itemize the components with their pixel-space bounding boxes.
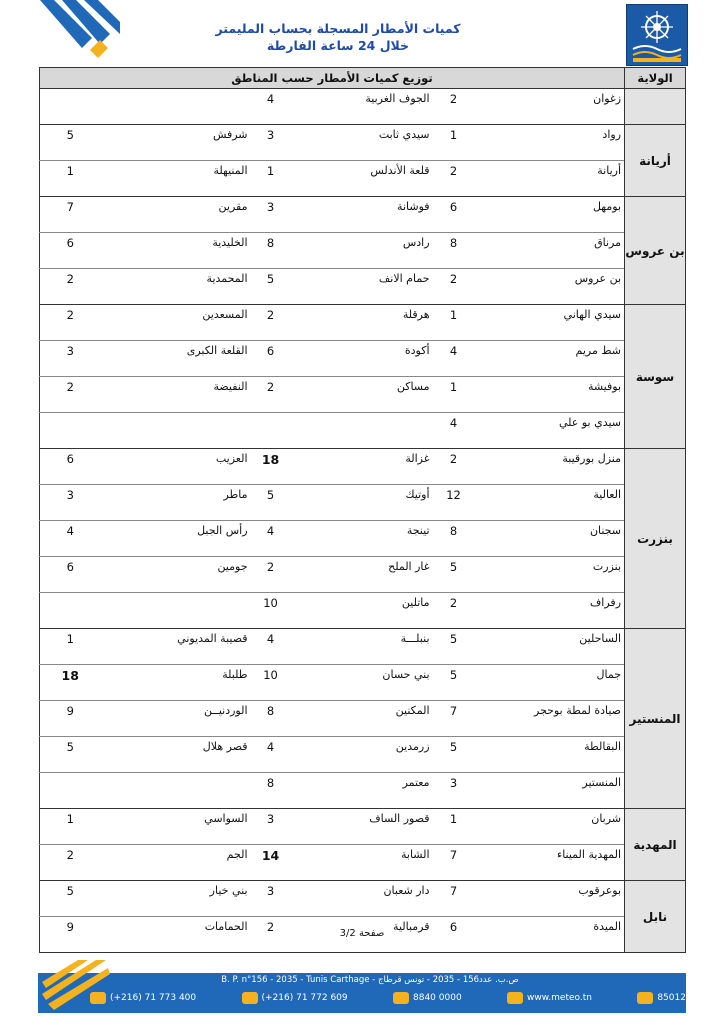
table-row <box>40 341 686 377</box>
governorate-cell: أريانة <box>625 125 686 197</box>
station-name: أريانة <box>475 161 625 197</box>
station-name: زرمدين <box>291 737 433 773</box>
station-name: المسعدين <box>101 305 251 341</box>
station-name: قرمبالية <box>291 917 433 953</box>
station-name: غار الملح <box>291 557 433 593</box>
footer-contact <box>242 992 348 1004</box>
rainfall-value: 2 <box>433 161 475 197</box>
rainfall-value: 4 <box>251 629 291 665</box>
rainfall-value: 5 <box>433 665 475 701</box>
rainfall-value: 5 <box>40 737 101 773</box>
table-row <box>40 197 686 233</box>
table-row <box>40 125 686 161</box>
rainfall-value: 14 <box>251 845 291 881</box>
rainfall-value: 2 <box>433 269 475 305</box>
rainfall-value: 8 <box>251 773 291 809</box>
station-name: الجم <box>101 845 251 881</box>
rainfall-value: 8 <box>251 701 291 737</box>
footer-contact <box>393 992 462 1004</box>
rainfall-value: 7 <box>433 845 475 881</box>
rainfall-value: 5 <box>433 737 475 773</box>
rainfall-value: 4 <box>433 413 475 449</box>
station-name: رواد <box>475 125 625 161</box>
table-header-row <box>40 68 686 89</box>
station-name: بني حسان <box>291 665 433 701</box>
rainfall-value: 1 <box>40 629 101 665</box>
station-name: الميدة <box>475 917 625 953</box>
rainfall-value: 8 <box>251 233 291 269</box>
governorate-cell: نابل <box>625 881 686 953</box>
station-name: البقالطة <box>475 737 625 773</box>
rainfall-value: 4 <box>251 89 291 125</box>
station-name: العالية <box>475 485 625 521</box>
station-name: أكودة <box>291 341 433 377</box>
station-name: شط مريم <box>475 341 625 377</box>
rainfall-value: 2 <box>251 917 291 953</box>
station-name: ماتلين <box>291 593 433 629</box>
station-name: الحمامات <box>101 917 251 953</box>
rainfall-value: 3 <box>433 773 475 809</box>
corner-stripes-decoration <box>40 0 120 64</box>
header-governorate: الولاية <box>625 68 686 89</box>
station-name: أوتيك <box>291 485 433 521</box>
footer-contact-text: (+216) 71 773 400 <box>110 993 197 1003</box>
station-name <box>101 593 251 629</box>
rainfall-value: 4 <box>251 521 291 557</box>
station-name: الوردنيــن <box>101 701 251 737</box>
station-name: صيادة لمطة بوحجر <box>475 701 625 737</box>
rainfall-value: 5 <box>433 629 475 665</box>
rainfall-value: 4 <box>433 341 475 377</box>
rainfall-value: 7 <box>433 881 475 917</box>
station-name: مرناق <box>475 233 625 269</box>
governorate-cell: سوسة <box>625 305 686 449</box>
rainfall-value: 3 <box>40 485 101 521</box>
rainfall-value: 1 <box>433 305 475 341</box>
rainfall-value: 4 <box>40 521 101 557</box>
rainfall-value: 6 <box>40 233 101 269</box>
station-name: جمال <box>475 665 625 701</box>
footer-contact <box>637 992 686 1004</box>
station-name <box>101 413 251 449</box>
station-name <box>291 413 433 449</box>
station-name: غزالة <box>291 449 433 485</box>
station-name: المنستير <box>475 773 625 809</box>
rainfall-value: 2 <box>40 269 101 305</box>
table-row <box>40 377 686 413</box>
footer-contact-text: (+216) 71 772 609 <box>261 993 348 1003</box>
station-name: معتمر <box>291 773 433 809</box>
station-name: رفراف <box>475 593 625 629</box>
station-name: السواسي <box>101 809 251 845</box>
title-line-1: كميات الأمطار المسجلة بحساب المليمتر <box>215 21 461 36</box>
station-name: بني خيار <box>101 881 251 917</box>
footer-address: B. P. n°156 - 2035 - Tunis Carthage - ص.ب. عدد156 - 2035 - تونس قرطاج <box>221 975 519 985</box>
rainfall-value: 2 <box>251 305 291 341</box>
footer-contact <box>507 992 592 1004</box>
rainfall-value: 3 <box>251 125 291 161</box>
table-row <box>40 161 686 197</box>
station-name: بن عروس <box>475 269 625 305</box>
station-name: سيدي بو علي <box>475 413 625 449</box>
station-name: هرقلة <box>291 305 433 341</box>
table-row <box>40 449 686 485</box>
table-row <box>40 773 686 809</box>
rainfall-value: 3 <box>251 881 291 917</box>
table-row <box>40 701 686 737</box>
rainfall-value <box>40 89 101 125</box>
rainfall-table <box>39 67 686 953</box>
rainfall-value: 6 <box>433 917 475 953</box>
rainfall-value: 1 <box>40 809 101 845</box>
station-name <box>101 773 251 809</box>
station-name: قلعة الأندلس <box>291 161 433 197</box>
table-row <box>40 521 686 557</box>
inm-logo <box>626 4 688 66</box>
station-name: قصيبة المديوني <box>101 629 251 665</box>
page-number: صفحة 3/2 <box>339 928 385 939</box>
station-name: حمام الانف <box>291 269 433 305</box>
station-name: الساحلين <box>475 629 625 665</box>
table-row <box>40 485 686 521</box>
document-title <box>188 20 488 54</box>
rainfall-value: 1 <box>433 125 475 161</box>
rainfall-value: 7 <box>433 701 475 737</box>
station-name: سجنان <box>475 521 625 557</box>
rainfall-value: 3 <box>40 341 101 377</box>
station-name: المنيهلة <box>101 161 251 197</box>
table-row <box>40 233 686 269</box>
station-name: بنزرت <box>475 557 625 593</box>
rainfall-value <box>40 413 101 449</box>
table-row <box>40 269 686 305</box>
rainfall-value: 3 <box>251 809 291 845</box>
title-line-2: خلال 24 ساعة الفارطة <box>266 38 410 53</box>
rainfall-value: 18 <box>40 665 101 701</box>
station-name: بوفيشة <box>475 377 625 413</box>
fax-icon <box>637 992 653 1004</box>
footer-contact <box>90 992 196 1004</box>
station-name: قصر هلال <box>101 737 251 773</box>
rainfall-value: 2 <box>40 845 101 881</box>
station-name: سيدي الهاني <box>475 305 625 341</box>
station-name: زغوان <box>475 89 625 125</box>
station-name <box>101 89 251 125</box>
station-name: مقرين <box>101 197 251 233</box>
table-row <box>40 89 686 125</box>
rainfall-value: 6 <box>40 449 101 485</box>
table-row <box>40 737 686 773</box>
rainfall-value: 5 <box>433 557 475 593</box>
rainfall-value: 9 <box>40 917 101 953</box>
station-name: شربان <box>475 809 625 845</box>
station-name: الجوف الغربية <box>291 89 433 125</box>
station-name: جومين <box>101 557 251 593</box>
rainfall-value <box>40 593 101 629</box>
footer-contact-text: 8840 0000 <box>413 993 462 1003</box>
rainfall-value: 6 <box>251 341 291 377</box>
station-name: بنبلـــة <box>291 629 433 665</box>
station-name: العزيب <box>101 449 251 485</box>
station-name: فوشانة <box>291 197 433 233</box>
table-row <box>40 665 686 701</box>
station-name: ماطر <box>101 485 251 521</box>
rainfall-value: 2 <box>433 89 475 125</box>
station-name: رادس <box>291 233 433 269</box>
rainfall-value: 6 <box>433 197 475 233</box>
governorate-cell: المنستير <box>625 629 686 809</box>
station-name: القلعة الكبرى <box>101 341 251 377</box>
governorate-cell <box>625 89 686 125</box>
station-name: بوعرقوب <box>475 881 625 917</box>
rainfall-value: 1 <box>251 161 291 197</box>
table-row <box>40 809 686 845</box>
web-icon <box>507 992 523 1004</box>
station-name: دار شعبان <box>291 881 433 917</box>
rainfall-value: 4 <box>251 737 291 773</box>
rainfall-value: 2 <box>251 377 291 413</box>
governorate-cell: بن عروس <box>625 197 686 305</box>
rainfall-value: 10 <box>251 665 291 701</box>
station-name: تينجة <box>291 521 433 557</box>
station-name: منزل بورقيبة <box>475 449 625 485</box>
rainfall-value: 8 <box>433 233 475 269</box>
station-name: المحمدية <box>101 269 251 305</box>
rainfall-value: 12 <box>433 485 475 521</box>
table-row <box>40 845 686 881</box>
station-name: قصور الساف <box>291 809 433 845</box>
governorate-cell: المهدية <box>625 809 686 881</box>
station-name: بومهل <box>475 197 625 233</box>
station-name: شرفش <box>101 125 251 161</box>
rainfall-value: 8 <box>433 521 475 557</box>
table-row <box>40 305 686 341</box>
rainfall-value: 6 <box>40 557 101 593</box>
table-row <box>40 413 686 449</box>
rainfall-value: 3 <box>251 197 291 233</box>
governorate-cell: بنزرت <box>625 449 686 629</box>
phone-icon <box>393 992 409 1004</box>
station-name: المهدية الميناء <box>475 845 625 881</box>
station-name: النفيضة <box>101 377 251 413</box>
station-name: مساكن <box>291 377 433 413</box>
rainfall-value: 18 <box>251 449 291 485</box>
rainfall-value: 2 <box>433 593 475 629</box>
rainfall-value: 2 <box>433 449 475 485</box>
rainfall-value: 2 <box>40 377 101 413</box>
rainfall-value <box>40 773 101 809</box>
rainfall-value: 2 <box>40 305 101 341</box>
table-body <box>40 89 686 953</box>
rainfall-value: 10 <box>251 593 291 629</box>
phone-icon <box>90 992 106 1004</box>
station-name: المكنين <box>291 701 433 737</box>
station-name: طلبلة <box>101 665 251 701</box>
rainfall-value: 5 <box>40 881 101 917</box>
rainfall-value: 5 <box>251 269 291 305</box>
table-row <box>40 629 686 665</box>
rainfall-value: 5 <box>40 125 101 161</box>
header-distribution: توزيع كميات الأمطار حسب المناطق <box>40 68 625 89</box>
rainfall-value <box>251 413 291 449</box>
station-name: رأس الجبل <box>101 521 251 557</box>
footer-contact-text: 85012 <box>657 993 686 1003</box>
footer-contact-text: www.meteo.tn <box>527 993 592 1003</box>
table-row <box>40 593 686 629</box>
station-name: الخليدية <box>101 233 251 269</box>
rainfall-value: 9 <box>40 701 101 737</box>
footer-contacts <box>90 989 686 1007</box>
table-row <box>40 557 686 593</box>
table-row <box>40 881 686 917</box>
station-name: الشابة <box>291 845 433 881</box>
rainfall-value: 2 <box>251 557 291 593</box>
rainfall-value: 7 <box>40 197 101 233</box>
rainfall-value: 1 <box>433 377 475 413</box>
rainfall-value: 1 <box>433 809 475 845</box>
phone-icon <box>242 992 258 1004</box>
rainfall-value: 1 <box>40 161 101 197</box>
rainfall-value: 5 <box>251 485 291 521</box>
station-name: سيدي ثابت <box>291 125 433 161</box>
